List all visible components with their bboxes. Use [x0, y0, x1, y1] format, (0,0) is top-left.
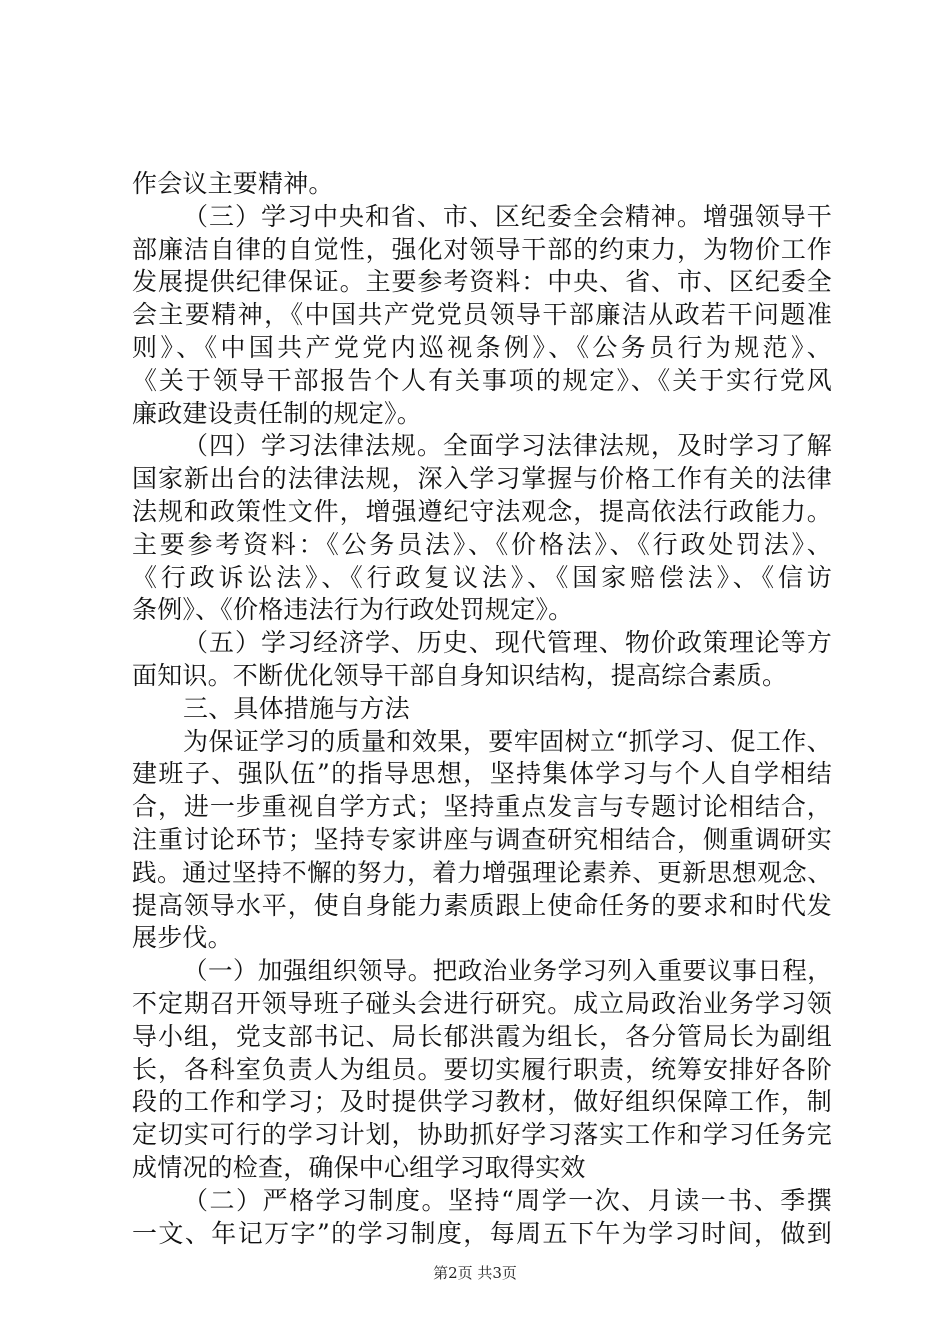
text-line: （二）严格学习制度。坚持“周学一次、月读一书、季撰 — [183, 1185, 832, 1215]
text-line: 长，各科室负责人为组员。要切实履行职责，统筹安排好各阶 — [132, 1054, 832, 1084]
page-number: 第2页 共3页 — [433, 1264, 517, 1282]
text-line: 展步伐。 — [132, 923, 233, 953]
text-line: （三）学习中央和省、市、区纪委全会精神。增强领导干 — [183, 201, 832, 231]
page-footer — [0, 1262, 950, 1283]
text-line: 则》、《中国共产党党内巡视条例》、《公务员行为规范》、 — [132, 332, 832, 362]
text-line: 部廉洁自律的自觉性，强化对领导干部的约束力，为物价工作 — [132, 234, 832, 264]
text-line: （四）学习法律法规。全面学习法律法规，及时学习了解 — [183, 431, 832, 461]
text-line: 会主要精神，《中国共产党党员领导干部廉洁从政若干问题准 — [132, 300, 832, 330]
text-line: 《关于领导干部报告个人有关事项的规定》、《关于实行党风 — [132, 365, 832, 395]
text-line: 主要参考资料：《公务员法》、《价格法》、《行政处罚法》、 — [132, 529, 832, 559]
text-line: 导小组，党支部书记、局长郁洪霞为组长，各分管局长为副组 — [132, 1021, 832, 1051]
text-line: 建班子、强队伍”的指导思想，坚持集体学习与个人自学相结 — [132, 759, 832, 789]
text-line: 三、具体措施与方法 — [183, 693, 410, 723]
text-line: 发展提供纪律保证。主要参考资料：中央、省、市、区纪委全 — [132, 267, 832, 297]
text-line: 条例》、《价格违法行为行政处罚规定》。 — [132, 595, 574, 625]
text-line: 段的工作和学习；及时提供学习教材，做好组织保障工作，制 — [132, 1087, 832, 1117]
text-line: 一文、年记万字”的学习制度，每周五下午为学习时间，做到 — [132, 1218, 832, 1248]
text-line: 《行政诉讼法》、《行政复议法》、《国家赔偿法》、《信访 — [132, 562, 832, 592]
text-line: 法规和政策性文件，增强遵纪守法观念，提高依法行政能力。 — [132, 496, 832, 526]
text-line: 践。通过坚持不懈的努力，着力增强理论素养、更新思想观念、 — [132, 857, 832, 887]
text-line: 成情况的检查，确保中心组学习取得实效 — [132, 1152, 586, 1182]
text-line: （五）学习经济学、历史、现代管理、物价政策理论等方 — [183, 628, 832, 658]
text-line: 提高领导水平，使自身能力素质跟上使命任务的要求和时代发 — [132, 890, 832, 920]
text-line: 作会议主要精神。 — [132, 169, 334, 198]
text-line: 注重讨论环节；坚持专家讲座与调查研究相结合，侧重调研实 — [132, 824, 832, 854]
text-line: 不定期召开领导班子碰头会进行研究。成立局政治业务学习领 — [132, 988, 832, 1018]
text-line: 廉政建设责任制的规定》。 — [132, 398, 422, 428]
text-line: 国家新出台的法律法规，深入学习掌握与价格工作有关的法律 — [132, 464, 832, 494]
text-line: 合，进一步重视自学方式；坚持重点发言与专题讨论相结合， — [132, 792, 832, 822]
text-line: 为保证学习的质量和效果，要牢固树立“抓学习、促工作、 — [183, 726, 832, 756]
text-line: 面知识。不断优化领导干部自身知识结构，提高综合素质。 — [132, 660, 788, 690]
text-line: （一）加强组织领导。把政治业务学习列入重要议事日程， — [183, 956, 832, 986]
text-line: 定切实可行的学习计划，协助抓好学习落实工作和学习任务完 — [132, 1120, 832, 1150]
document-body — [132, 168, 832, 1250]
